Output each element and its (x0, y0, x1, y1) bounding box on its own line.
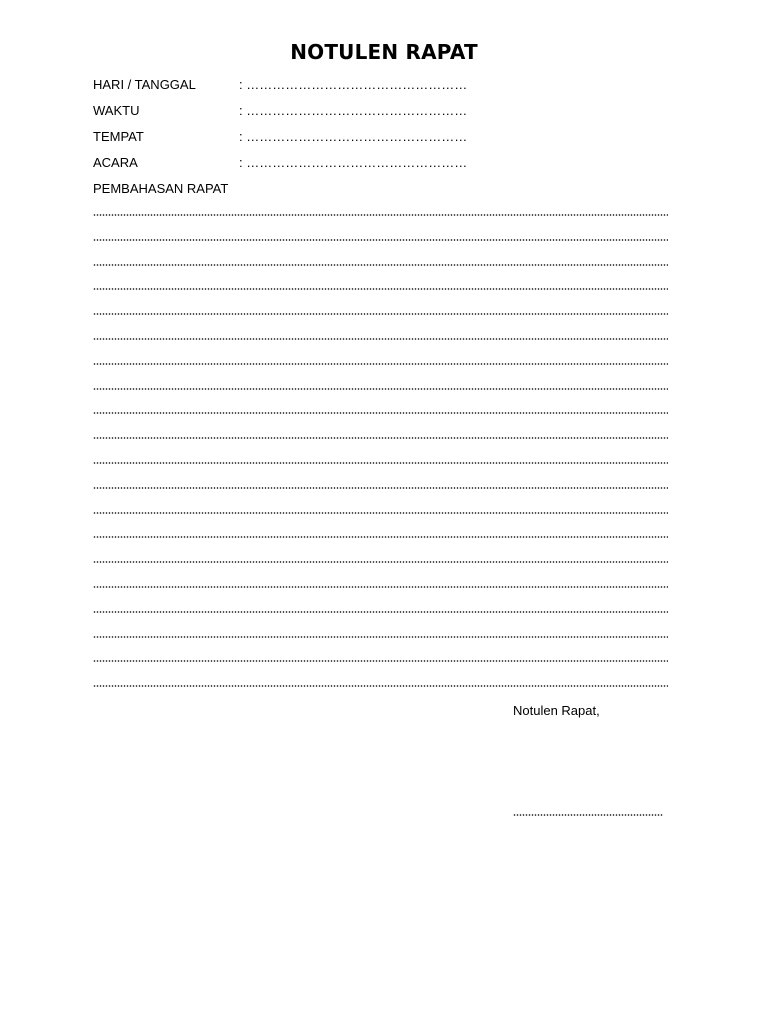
discussion-line[interactable] (93, 288, 668, 290)
section-heading-pembahasan: PEMBAHASAN RAPAT (93, 181, 229, 196)
signature-label: Notulen Rapat, (513, 703, 600, 718)
field-label: TEMPAT (93, 129, 144, 144)
discussion-line[interactable] (93, 412, 668, 414)
discussion-line[interactable] (93, 536, 668, 538)
discussion-line[interactable] (93, 487, 668, 489)
discussion-line[interactable] (93, 660, 668, 662)
field-waktu (93, 102, 467, 120)
field-blank[interactable]: : …………………………………………… (239, 129, 468, 144)
discussion-line[interactable] (93, 214, 668, 216)
field-blank[interactable]: : …………………………………………… (239, 155, 468, 170)
discussion-line[interactable] (93, 264, 668, 266)
discussion-line[interactable] (93, 561, 668, 563)
discussion-line[interactable] (93, 338, 668, 340)
discussion-line[interactable] (93, 462, 668, 464)
field-blank[interactable]: : …………………………………………… (239, 77, 468, 92)
discussion-line[interactable] (93, 388, 668, 390)
field-hari-tanggal (93, 76, 467, 94)
discussion-line[interactable] (93, 313, 668, 315)
discussion-line[interactable] (93, 636, 668, 638)
signature-line[interactable] (513, 814, 663, 816)
field-tempat (93, 128, 467, 146)
discussion-line[interactable] (93, 437, 668, 439)
field-label: WAKTU (93, 103, 140, 118)
field-acara (93, 154, 467, 172)
field-label: HARI / TANGGAL (93, 77, 196, 92)
discussion-line[interactable] (93, 512, 668, 514)
discussion-line[interactable] (93, 611, 668, 613)
discussion-line[interactable] (93, 685, 668, 687)
field-blank[interactable]: : …………………………………………… (239, 103, 468, 118)
discussion-line[interactable] (93, 239, 668, 241)
page-title: NOTULEN RAPAT (290, 40, 478, 64)
field-label: ACARA (93, 155, 138, 170)
discussion-line[interactable] (93, 586, 668, 588)
discussion-line[interactable] (93, 363, 668, 365)
